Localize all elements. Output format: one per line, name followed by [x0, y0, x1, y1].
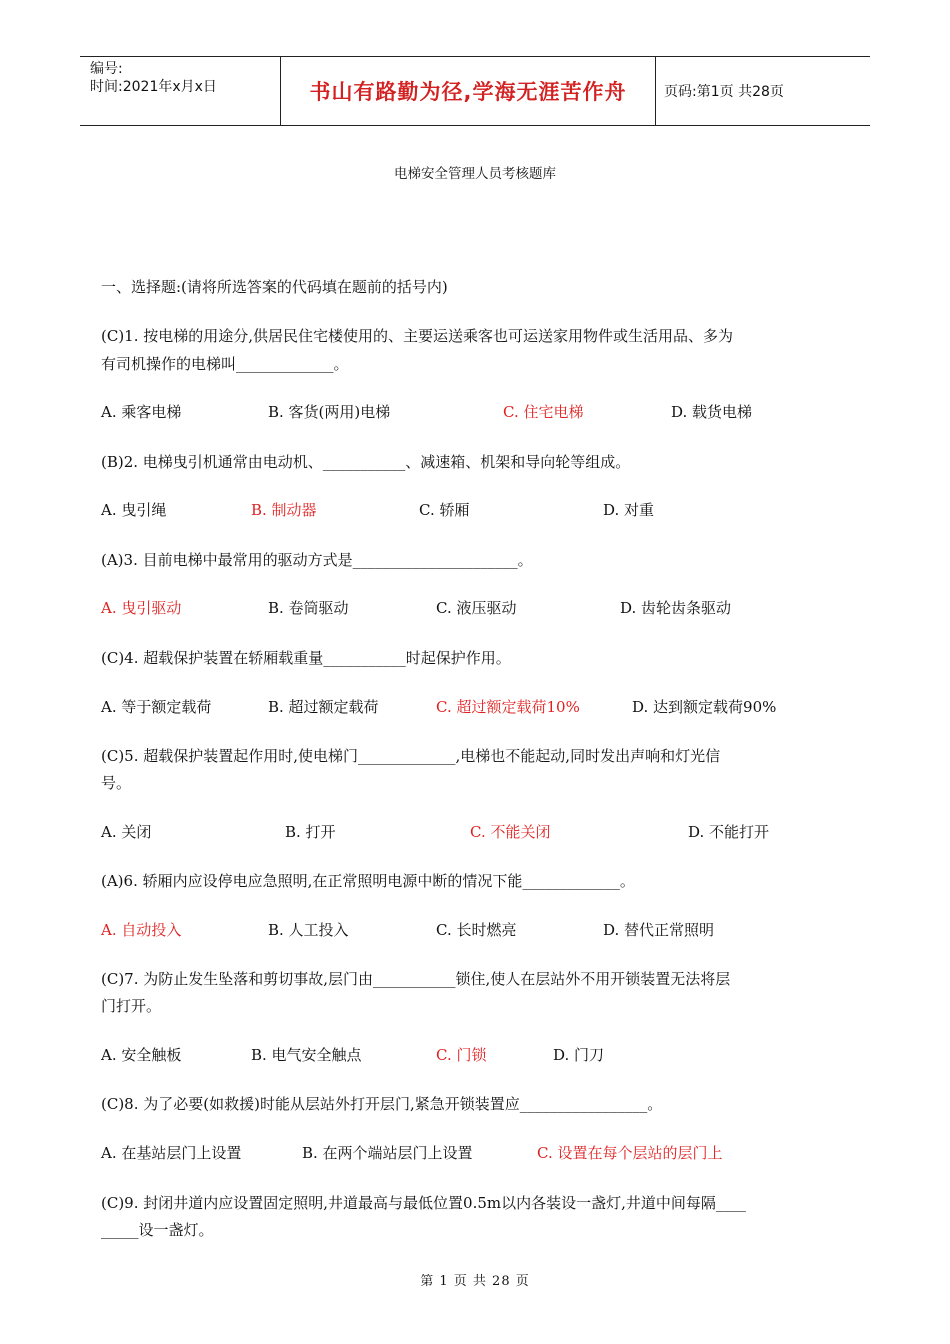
question-4-line-1: (C)4. 超载保护装置在轿厢载重量___________时起保护作用。 — [101, 649, 511, 667]
question-7-option-a: A. 安全触板 — [101, 1046, 182, 1064]
question-7-line-1: (C)7. 为防止发生坠落和剪切事故,层门由___________锁住,使人在层站外不用开锁装置无法将层 — [101, 970, 731, 988]
page-footer: 第 1 页 共 28 页 — [420, 1274, 530, 1289]
question-4-option-b: B. 超过额定载荷 — [268, 698, 379, 716]
question-1-option-d: D. 载货电梯 — [671, 403, 753, 421]
question-5-option-d: D. 不能打开 — [688, 823, 770, 841]
section-heading: 一、选择题:(请将所选答案的代码填在题前的括号内) — [101, 278, 448, 296]
question-1-option-b: B. 客货(两用)电梯 — [268, 403, 391, 421]
question-4-option-a: A. 等于额定载荷 — [101, 698, 212, 716]
question-8-option-b: B. 在两个端站层门上设置 — [302, 1144, 473, 1162]
question-6-option-c: C. 长时燃亮 — [436, 921, 517, 939]
question-6-option-b: B. 人工投入 — [268, 921, 349, 939]
header-meta — [80, 57, 280, 125]
question-3-option-b: B. 卷筒驱动 — [268, 599, 349, 617]
question-5-option-c-answer: C. 不能关闭 — [470, 823, 551, 841]
number-label: 编号: — [90, 61, 123, 77]
question-1-option-a: A. 乘客电梯 — [101, 403, 182, 421]
question-6-option-a-answer: A. 自动投入 — [101, 921, 182, 939]
question-8-option-a: A. 在基站层门上设置 — [101, 1144, 242, 1162]
question-7-option-d: D. 门刀 — [553, 1046, 605, 1064]
question-4-option-d: D. 达到额定载荷90% — [632, 698, 777, 716]
date-label: 时间:2021年x月x日 — [90, 79, 217, 95]
header-page-info: 页码:第1页 共28页 — [664, 84, 784, 100]
question-2-option-b-answer: B. 制动器 — [251, 501, 317, 519]
question-7-line-2: 门打开。 — [101, 997, 162, 1015]
question-2-option-a: A. 曳引绳 — [101, 501, 167, 519]
page-header — [80, 56, 870, 126]
question-3-option-a-answer: A. 曳引驱动 — [101, 599, 182, 617]
question-4-option-c-answer: C. 超过额定载荷10% — [436, 698, 580, 716]
question-5-line-2: 号。 — [101, 774, 132, 792]
question-3-line-1: (A)3. 目前电梯中最常用的驱动方式是______________________。 — [101, 551, 533, 569]
question-1-line-2: 有司机操作的电梯叫_____________。 — [101, 355, 349, 373]
question-2-option-c: C. 轿厢 — [419, 501, 470, 519]
question-3-option-d: D. 齿轮齿条驱动 — [620, 599, 732, 617]
header-motto: 书山有路勤为径,学海无涯苦作舟 — [280, 57, 656, 125]
question-7-option-b: B. 电气安全触点 — [251, 1046, 362, 1064]
question-2-line-1: (B)2. 电梯曳引机通常由电动机、___________、减速箱、机架和导向轮等组成。 — [101, 453, 631, 471]
question-8-option-c-answer: C. 设置在每个层站的层门上 — [537, 1144, 723, 1162]
question-6-option-d: D. 替代正常照明 — [603, 921, 715, 939]
question-2-option-d: D. 对重 — [603, 501, 655, 519]
question-6-line-1: (A)6. 轿厢内应设停电应急照明,在正常照明电源中断的情况下能_____________。 — [101, 872, 635, 890]
question-3-option-c: C. 液压驱动 — [436, 599, 517, 617]
question-9-line-2: _____设一盏灯。 — [101, 1221, 214, 1239]
question-7-option-c-answer: C. 门锁 — [436, 1046, 487, 1064]
question-1-line-1: (C)1. 按电梯的用途分,供居民住宅楼使用的、主要运送乘客也可运送家用物件或生活用品、多为 — [101, 327, 734, 345]
question-9-line-1: (C)9. 封闭井道内应设置固定照明,井道最高与最低位置0.5m以内各装设一盏灯,井道中间每隔____ — [101, 1194, 746, 1212]
question-5-option-a: A. 关闭 — [101, 823, 152, 841]
document-title: 电梯安全管理人员考核题库 — [394, 166, 556, 182]
question-1-option-c-answer: C. 住宅电梯 — [503, 403, 584, 421]
question-5-line-1: (C)5. 超载保护装置起作用时,使电梯门_____________,电梯也不能起动,同时发出声响和灯光信 — [101, 747, 721, 765]
question-5-option-b: B. 打开 — [285, 823, 336, 841]
question-8-line-1: (C)8. 为了必要(如救援)时能从层站外打开层门,紧急开锁装置应_________________。 — [101, 1095, 663, 1113]
